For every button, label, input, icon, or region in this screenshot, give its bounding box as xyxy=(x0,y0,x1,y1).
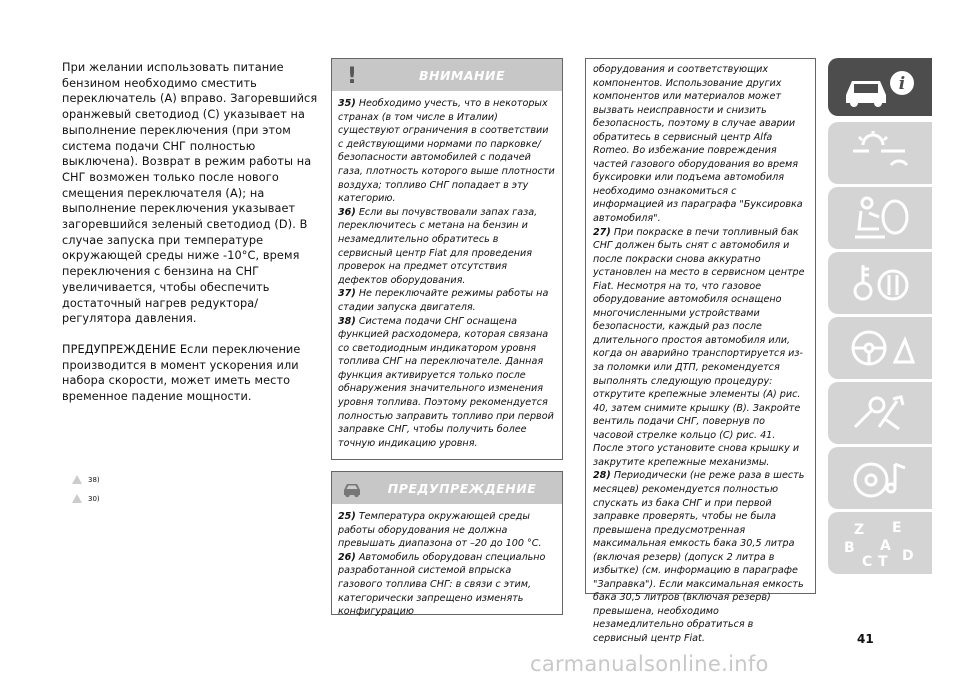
steering-warning-icon xyxy=(845,326,915,370)
warning-item: 38) Система подачи СНГ оснащена функцией расходомера, которая связана со светодиодным индикатором уровня топлива СНГ на переключателе. Данная функция активируется только после обнаружения значительного изменения уровня топлива. Поэтому рекомендуется полностью заправить топливо при первой заправке СНГ, чтобы получить более точную индикацию уровня. xyxy=(338,315,554,449)
index-letter-d: D xyxy=(902,548,914,564)
index-letter-e: E xyxy=(892,520,902,536)
index-letter-c: C xyxy=(862,554,873,568)
svg-text:!: ! xyxy=(346,64,358,87)
chapter-sidebar xyxy=(828,58,932,577)
item-27: 27) При покраске в печи топливный бак СНГ должен быть снят с автомобиля и после покраски снова аккуратно установлен на место в сервисном центре Fiat. Несмотря на то, что газовое оборудование автомобиля оснащено многочисленными устройствами безопасности, каждый раз после длительного простоя автомобиля или, когда он аварийно транспортируется из-за поломки или ДТП, рекомендуется выполнять следующую процедуру: открутите крепежные элементы (A) рис. 40, затем снимите крышку (B). Закройте вентиль подачи СНГ, повернув по часовой стрелке кольцо (C) рис. 41. После этого установите снова крышку и закрутите крепежные механизмы. xyxy=(593,226,805,468)
continuation-text: оборудования и соответствующих компонентов. Использование других компонентов или материалов может вызвать неисправности и снизить безопасность, поэтому в случае аварии обратитесь в сервисный центр Alfa Romeo. Во избежание повреждения частей газового оборудования во время буксировки или подъема автомобиля необходимо ознакомиться с информацией из параграфа "Буксировка автомобиля". xyxy=(593,64,803,225)
body-paragraph: При желании использовать питание бензином необходимо сместить переключатель (A) вправо. Загоревшийся оранжевый светодиод (C) указывает на выполнение переключения (при этом система подачи СНГ полностью выключена). Возврат в режим работы на СНГ возможен только после нового смещения переключателя (A); на выполнение переключения указывает загоревшийся зеленый светодиод (D). В случае запуска при температуре окружающей среды ниже -10°C, время переключения с бензина на СНГ увеличивается, чтобы обеспечить достаточный нагрев редуктора/регулятора давления. xyxy=(62,61,318,326)
index-letter-z: Z xyxy=(854,522,865,538)
caution-item: 25) Температура окружающей среды работы оборудования не должна превышать диапазона от –20 до 100 °C. xyxy=(338,511,542,550)
warning-header xyxy=(332,59,562,91)
left-column xyxy=(62,60,322,405)
car-info-icon xyxy=(840,65,920,109)
tab-keys-start[interactable] xyxy=(828,252,932,314)
warning-item: 36) Если вы почувствовали запах газа, переключитесь с метана на бензин и незамедлительно обратитесь в сервисный центр Fiat для проведения проверок на предмет отсутствия дефектов оборудования. xyxy=(338,206,538,286)
page-number: 41 xyxy=(857,632,874,646)
svg-text:i: i xyxy=(898,74,906,94)
dashboard-lights-icon xyxy=(845,131,915,175)
warning-item: 35) Необходимо учесть, что в некоторых странах (в том числе в Италии) существуют ограничения в соответствии с действующими нормами по парковке/безопасности автомобилей с подачей газа, плотность которого выше плотности воздуха; топливо СНГ попадает в эту категорию. xyxy=(338,98,555,205)
tab-dashboard-lights[interactable] xyxy=(828,122,932,184)
tab-steering-warnings[interactable] xyxy=(828,317,932,379)
index-letter-a: A xyxy=(880,538,891,554)
multimedia-icon xyxy=(845,456,915,500)
tab-service-maintenance[interactable] xyxy=(828,382,932,444)
caution-triangle-icon xyxy=(72,494,82,503)
warning-item: 37) Не переключайте режимы работы на стадии запуска двигателя. xyxy=(338,288,549,313)
warning-body xyxy=(332,91,562,454)
index-letter-t: T xyxy=(878,554,888,568)
continuation-box xyxy=(585,58,816,644)
caution-paragraph: ПРЕДУПРЕЖДЕНИЕ Если переключение производится в момент ускорения или набора скорости, может иметь место временное падение мощности. xyxy=(62,342,301,404)
reference-icons xyxy=(72,470,100,508)
car-caution-icon xyxy=(338,474,366,502)
index-letter-b: B xyxy=(844,540,855,556)
warning-exclamation-icon xyxy=(338,61,366,89)
tab-car-info[interactable] xyxy=(828,58,932,116)
reference-38: 38) xyxy=(72,470,100,489)
airbag-seat-icon xyxy=(845,195,915,241)
reference-30: 30) xyxy=(72,489,100,508)
caution-body xyxy=(332,504,562,623)
tab-airbag-safety[interactable] xyxy=(828,187,932,249)
warning-triangle-icon xyxy=(72,475,82,484)
warning-title: ВНИМАНИЕ xyxy=(418,67,506,83)
service-tools-icon xyxy=(845,391,915,435)
keys-ignition-icon xyxy=(845,261,915,305)
warning-box xyxy=(331,58,563,460)
caution-header xyxy=(332,472,562,504)
tab-multimedia[interactable] xyxy=(828,447,932,509)
watermark: carmanualsonline.info xyxy=(530,652,769,676)
item-28: 28) Периодически (не реже раза в шесть месяцев) рекомендуется полностью спускать из бака СНГ и при первой заправке проверять, чтобы не была превышена предусмотренная максимальная емкость бака 30,5 литра (включая резерв) (допуск 2 литра в избытке) (см. информацию в параграфе "Заправка"). Если максимальная емкость бака 30,5 литров (включая резерв) превышена, необходимо незамедлительно обратиться в сервисный центр Fiat. xyxy=(593,470,805,644)
caution-box xyxy=(331,471,563,618)
caution-item: 26) Автомобиль оборудован специально разработанной системой впрыска газового топлива СНГ: в связи с этим, категорически запрещено изменять конфигурацию xyxy=(338,551,546,618)
alphabet-index-icon xyxy=(840,518,920,568)
caution-title: ПРЕДУПРЕЖДЕНИЕ xyxy=(387,480,537,496)
tab-alphabetical-index[interactable] xyxy=(828,512,932,574)
